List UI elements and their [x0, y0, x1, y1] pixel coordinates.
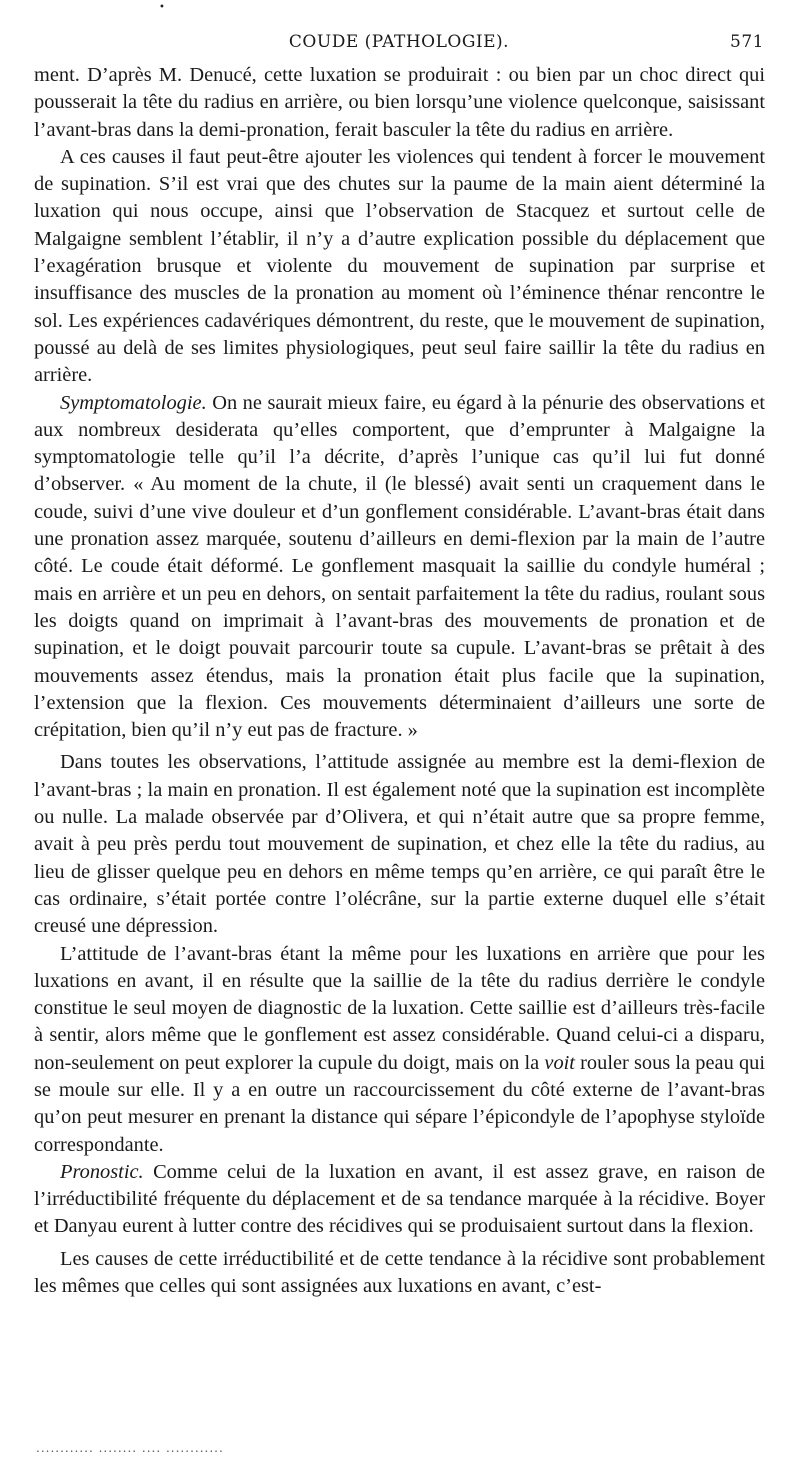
- paragraph: [34, 749, 765, 940]
- text-run: ment. D’après M. Denucé, cette luxation se produirait : ou bien par un choc direct qui pousserait la tête du radius en arrière, ou bien lorsqu’une violence quelconque, saisissant l’avant-bras dans la demi-pronation, ferait basculer la tête du radius en arrière.: [34, 64, 765, 141]
- paragraph: [34, 1246, 765, 1301]
- text-run: rouler sous la peau qui se moule sur elle. Il y a en outre un raccourcissement du côté externe de l’avant-bras qu’on peut mesurer en prenant la distance qui sépare l’épicondyle de l’apophyse styloïde correspondante.: [34, 1051, 766, 1156]
- text-run: A ces causes il faut peut-être ajouter les violences qui tendent à forcer le mouvement de supination. S’il est vrai que des chutes sur la paume de la main aient déterminé la luxation qui nous occupe, ainsi que l’observation de Stacquez et surtout celle de Malgaigne semblent l’établir, il n’y a d’autre explication possible du déplacement que l’exagération brusque et violente du mouvement de supination par surprise et insuffisance des muscles de la pronation au moment où l’éminence thénar rencontre le sol. Les expériences cadavériques démontrent, du reste, que le mouvement de supination, poussé au delà de ses limites physiologiques, peut seul faire saillir la tête du radius en arrière.: [34, 145, 765, 387]
- paragraph: [34, 390, 765, 745]
- footer-dots: ............ ........ .... ............: [36, 1441, 224, 1455]
- italic-text: voit: [544, 1051, 575, 1074]
- page-number: 571: [730, 32, 764, 52]
- paragraph: [34, 941, 765, 1159]
- body-text: [34, 62, 765, 1300]
- text-run: On ne saurait mieux faire, eu égard à la pénurie des observations et aux nombreux desiderata qu’elles comportent, que d’emprunter à Malgaigne la symptomatologie telle qu’il l’a décrite, d’après l’unique cas qu’il lui fut donné d’observer. « Au moment de la chute, il (le blessé) avait senti un craquement dans le coude, suivi d’une vive douleur et d’un gonflement considérable. L’avant-bras était dans une pronation assez marquée, soutenu d’ailleurs en demi-flexion par la main de l’autre côté. Le coude était déformé. Le gonflement masquait la saillie du condyle huméral ; mais en arrière et un peu en dehors, on sentait parfaitement la tête du radius, roulant sous les doigts quand on imprimait à l’avant-bras des mouvements de pronation et de supination, et le doigt pouvait parcourir toute sa cupule. L’avant-bras se prêtait à des mouvements assez étendus, mais la pronation était plus facile que la supination, l’extension que la flexion. Ces mouvements déterminaient d’ailleurs une sorte de crépitation, bien qu’il n’y eut pas de fracture. »: [34, 391, 765, 742]
- text-run: Dans toutes les observations, l’attitude assignée au membre est la demi-flexion de l’avant-bras ; la main en pronation. Il est également noté que la supination est incomplète ou nulle. La malade observée par d’Olivera, et qui n’était autre que sa propre femme, avait à peu près perdu tout mouvement de supination, et chez elle la tête du radius, au lieu de glisser quelque peu en dehors en même temps qu’en arrière, ce qui paraît être le cas ordinaire, s’était portée contre l’olécrâne, sur la partie externe duquel elle s’était creusé une dépression.: [34, 751, 765, 938]
- ink-mark: •: [159, 2, 165, 13]
- text-run: Les causes de cette irréductibilité et de cette tendance à la récidive sont probablement les mêmes que celles qui sont assignées aux luxations en avant, c’est-: [34, 1247, 765, 1298]
- italic-text: Symptomatologie.: [60, 391, 207, 414]
- text-run: L’attitude de l’avant-bras étant la même pour les luxations en arrière que pour les luxations en avant, il en résulte que la saillie de la tête du radius derrière le condyle constitue le seul moyen de diagnostic de la luxation. Cette saillie est d’ailleurs très-facile à sentir, alors même que le gonflement est assez considérable. Quand celui-ci a disparu, non-seulement on peut explorer la cupule du doigt, mais on la: [34, 942, 765, 1074]
- paragraph: [34, 1159, 765, 1241]
- text-run: Comme celui de la luxation en avant, il est assez grave, en raison de l’irréductibilité fréquente du déplacement et de sa tendance marquée à la récidive. Boyer et Danyau eurent à lutter contre des récidives qui se produisaient surtout dans la flexion.: [34, 1160, 765, 1238]
- running-title: COUDE (PATHOLOGIE).: [288, 32, 510, 52]
- italic-text: Pronostic.: [60, 1160, 144, 1183]
- running-head: [34, 30, 764, 60]
- paragraph: [34, 62, 765, 144]
- paragraph: [34, 144, 765, 390]
